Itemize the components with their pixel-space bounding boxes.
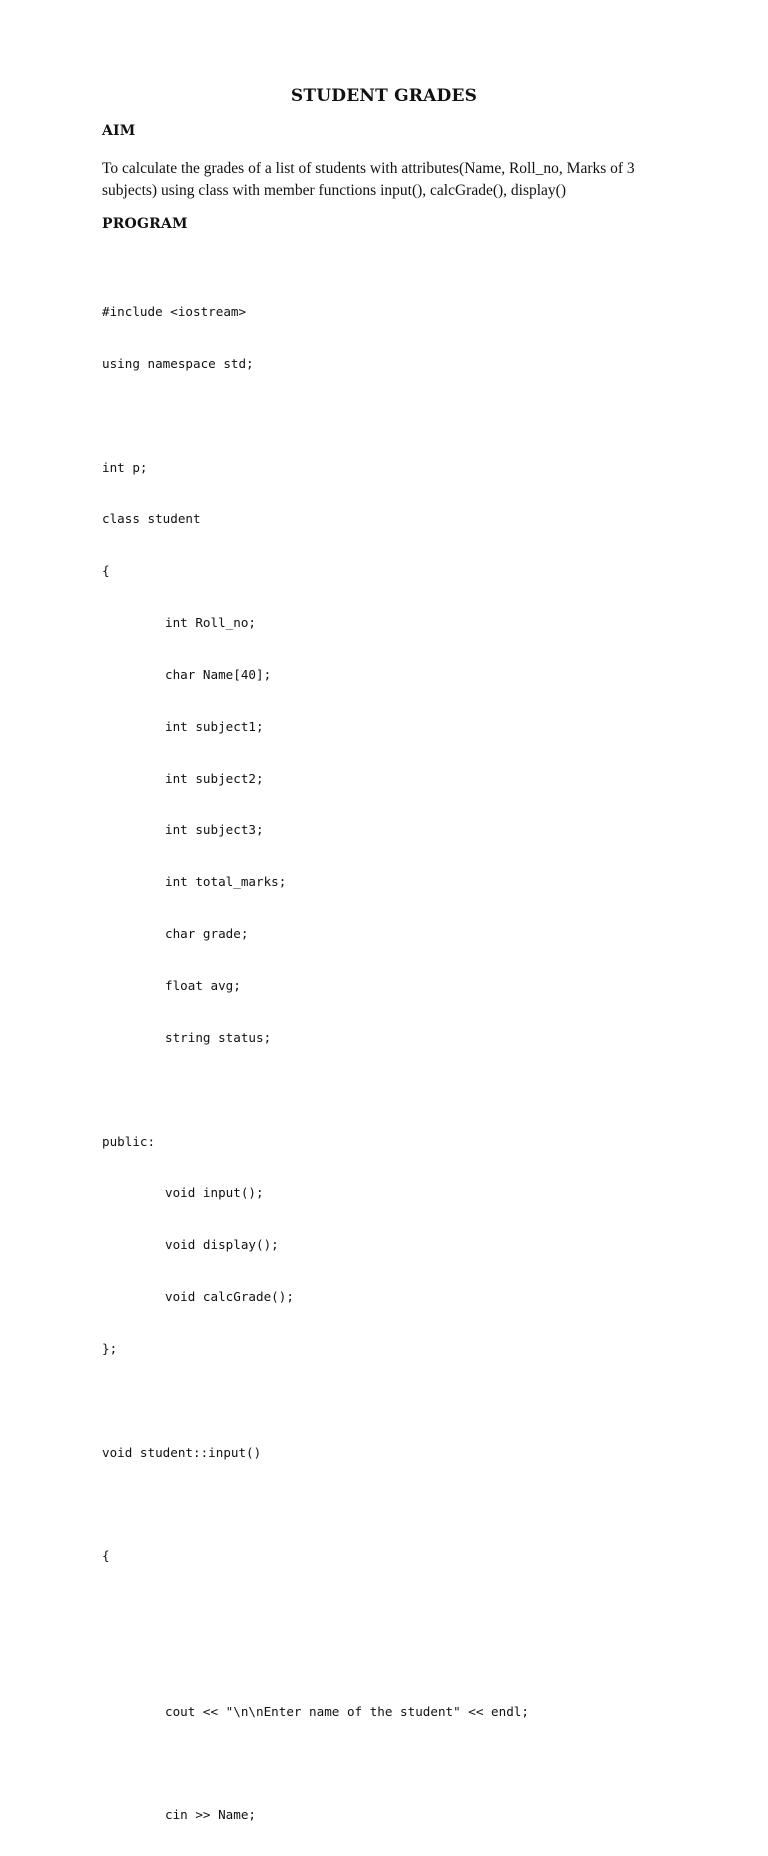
code-line xyxy=(102,1390,702,1412)
code-line: int total_marks; xyxy=(165,874,287,890)
code-line: int subject2; xyxy=(165,770,264,786)
code-line: char Name[40]; xyxy=(165,666,272,682)
code-line: char grade; xyxy=(165,926,249,942)
code-line: void display(); xyxy=(165,1237,279,1253)
code-line: { xyxy=(102,563,110,579)
code-line xyxy=(102,1753,702,1775)
code-line xyxy=(102,1597,702,1619)
code-line: int p; xyxy=(102,459,148,475)
code-line: string status; xyxy=(165,1029,272,1045)
code-line: void student::input() xyxy=(102,1444,262,1460)
code-line: cin >> Name; xyxy=(165,1807,256,1823)
code-line: public: xyxy=(102,1133,156,1149)
code-line xyxy=(102,405,702,427)
aim-paragraph: To calculate the grades of a list of students with attributes(Name, Roll_no, Marks of 3 subjects) using class with member functions input(), calcGrade(), display() xyxy=(102,160,635,199)
code-line: cout << "\n\nEnter name of the student" << endl; xyxy=(165,1703,529,1719)
program-code-block xyxy=(102,271,702,1856)
code-line: float avg; xyxy=(165,977,241,993)
code-line: int Roll_no; xyxy=(165,615,256,631)
code-line: { xyxy=(102,1548,110,1564)
code-line: using namespace std; xyxy=(102,355,254,371)
aim-heading: AIM xyxy=(102,123,136,139)
code-line: #include <iostream> xyxy=(102,304,247,319)
code-line: void calcGrade(); xyxy=(165,1289,294,1305)
code-line: int subject3; xyxy=(165,822,264,838)
code-line: int subject1; xyxy=(165,718,264,734)
code-line: }; xyxy=(102,1340,118,1356)
document-title: STUDENT GRADES xyxy=(290,86,478,106)
code-line xyxy=(102,1493,702,1515)
code-line xyxy=(102,1649,702,1671)
code-line xyxy=(102,1079,702,1101)
program-heading: PROGRAM xyxy=(102,216,188,232)
code-line: void input(); xyxy=(165,1185,264,1201)
code-line: class student xyxy=(102,511,201,527)
